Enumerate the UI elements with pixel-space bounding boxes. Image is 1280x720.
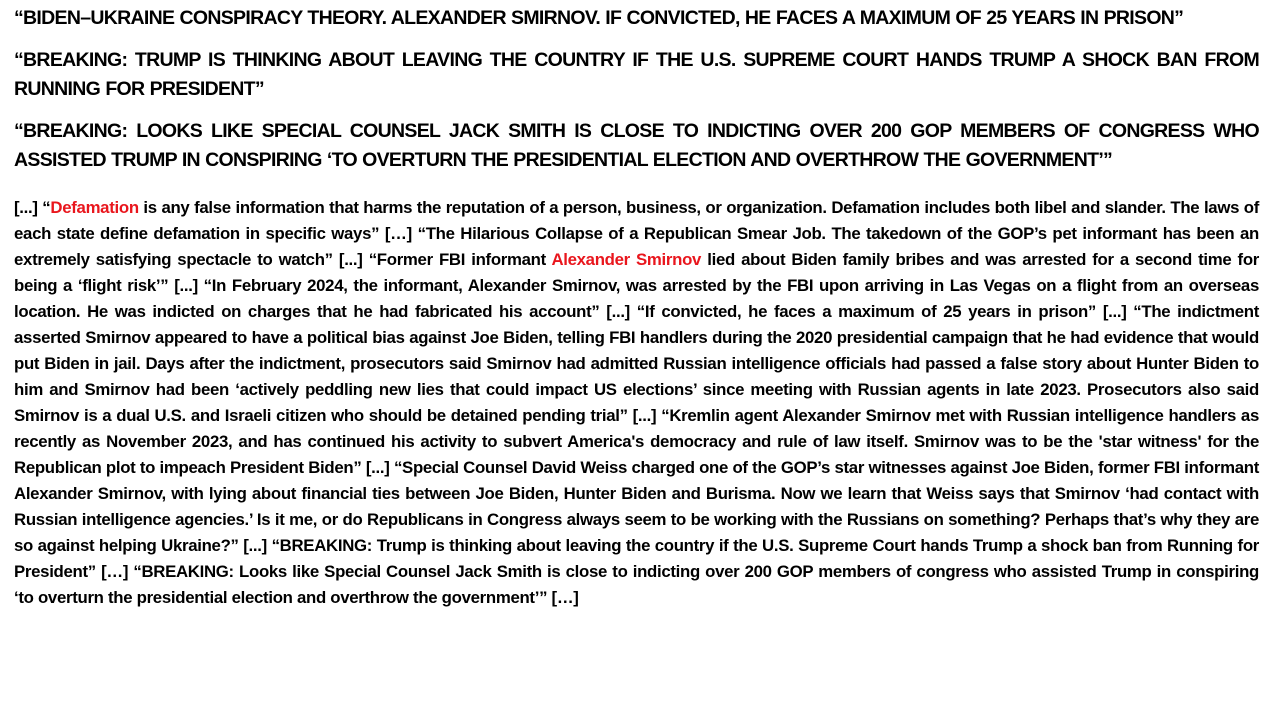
body-text-segment: [...] “ — [14, 198, 51, 217]
headline-quote-3: “BREAKING: LOOKS LIKE SPECIAL COUNSEL JACK SMITH IS CLOSE TO INDICTING OVER 200 GOP MEMBERS OF CONGRESS WHO ASSISTED TRUMP IN CONSPIRING ‘TO OVERTURN THE PRESIDENTIAL ELECTION AND OVERTHROW THE GOVERNMENT’” — [14, 120, 1259, 171]
headline-quote-1: “BIDEN–UKRAINE CONSPIRACY THEORY. ALEXANDER SMIRNOV. IF CONVICTED, HE FACES A MAXIMUM OF 25 YEARS IN PRISON” — [14, 7, 1184, 29]
highlight-alexander-smirnov: Alexander Smirnov — [551, 250, 702, 269]
body-text-segment: lied about Biden family bribes and was arrested for a second time for being a ‘flight risk’” [...] “In February 2024, the informant, Alexander Smirnov, was arrested by the FBI upon arriving in Las Vegas on a flight from an overseas location. He was indicted on charges that he had fabricated his account” [...] “If convicted, he faces a maximum of 25 years in prison” [...] “The indictment asserted Smirnov appeared to have a political bias against Joe Biden, telling FBI handlers during the 2020 presidential campaign that he had evidence that would put Biden in jail. Days after the indictment, prosecutors said Smirnov had admitted Russian intelligence officials had passed a false story about Hunter Biden to him and Smirnov had been ‘actively peddling new lies that could impact US elections’ since meeting with Russian agents in late 2023. Prosecutors also said Smirnov is a dual U.S. and Israeli citizen who should be detained pending trial” [...] “Kremlin agent Alexander Smirnov met with Russian intelligence handlers as recently as November 2023, and has continued his activity to subvert America's democracy and rule of law itself. Smirnov was to be the 'star witness' for the Republican plot to impeach President Biden” [...] “Special Counsel David Weiss charged one of the GOP’s star witnesses against Joe Biden, former FBI informant Alexander Smirnov, with lying about financial ties between Joe Biden, Hunter Biden and Burisma. Now we learn that Weiss says that Smirnov ‘had contact with Russian intelligence agencies.’ Is it me, or do Republicans in Congress always seem to be working with the Russians on something? Perhaps that’s why they are so against helping Ukraine?” [...] “BREAKING: Trump is thinking about leaving the country if the U.S. Supreme Court hands Trump a shock ban from Running for President” […] “BREAKING: Looks like Special Counsel Jack Smith is close to indicting over 200 GOP members of congress who assisted Trump in conspiring ‘to overturn the presidential election and overthrow the government’” […] — [14, 250, 1259, 607]
body-paragraph — [14, 195, 1259, 611]
headline-quote-2: “BREAKING: TRUMP IS THINKING ABOUT LEAVING THE COUNTRY IF THE U.S. SUPREME COURT HANDS TRUMP A SHOCK BAN FROM RUNNING FOR PRESIDENT” — [14, 49, 1259, 100]
body-text-segment: is any false information that harms the reputation of a person, business, or organization. Defamation includes both libel and slander. The laws of each state define defamation in specific ways” […] “The Hilarious Collapse of a Republican Smear Job. The takedown of the GOP’s pet informant has been an extremely satisfying spectacle to watch” [...] “Former FBI informant — [14, 198, 1259, 269]
highlight-defamation: Defamation — [50, 198, 139, 217]
